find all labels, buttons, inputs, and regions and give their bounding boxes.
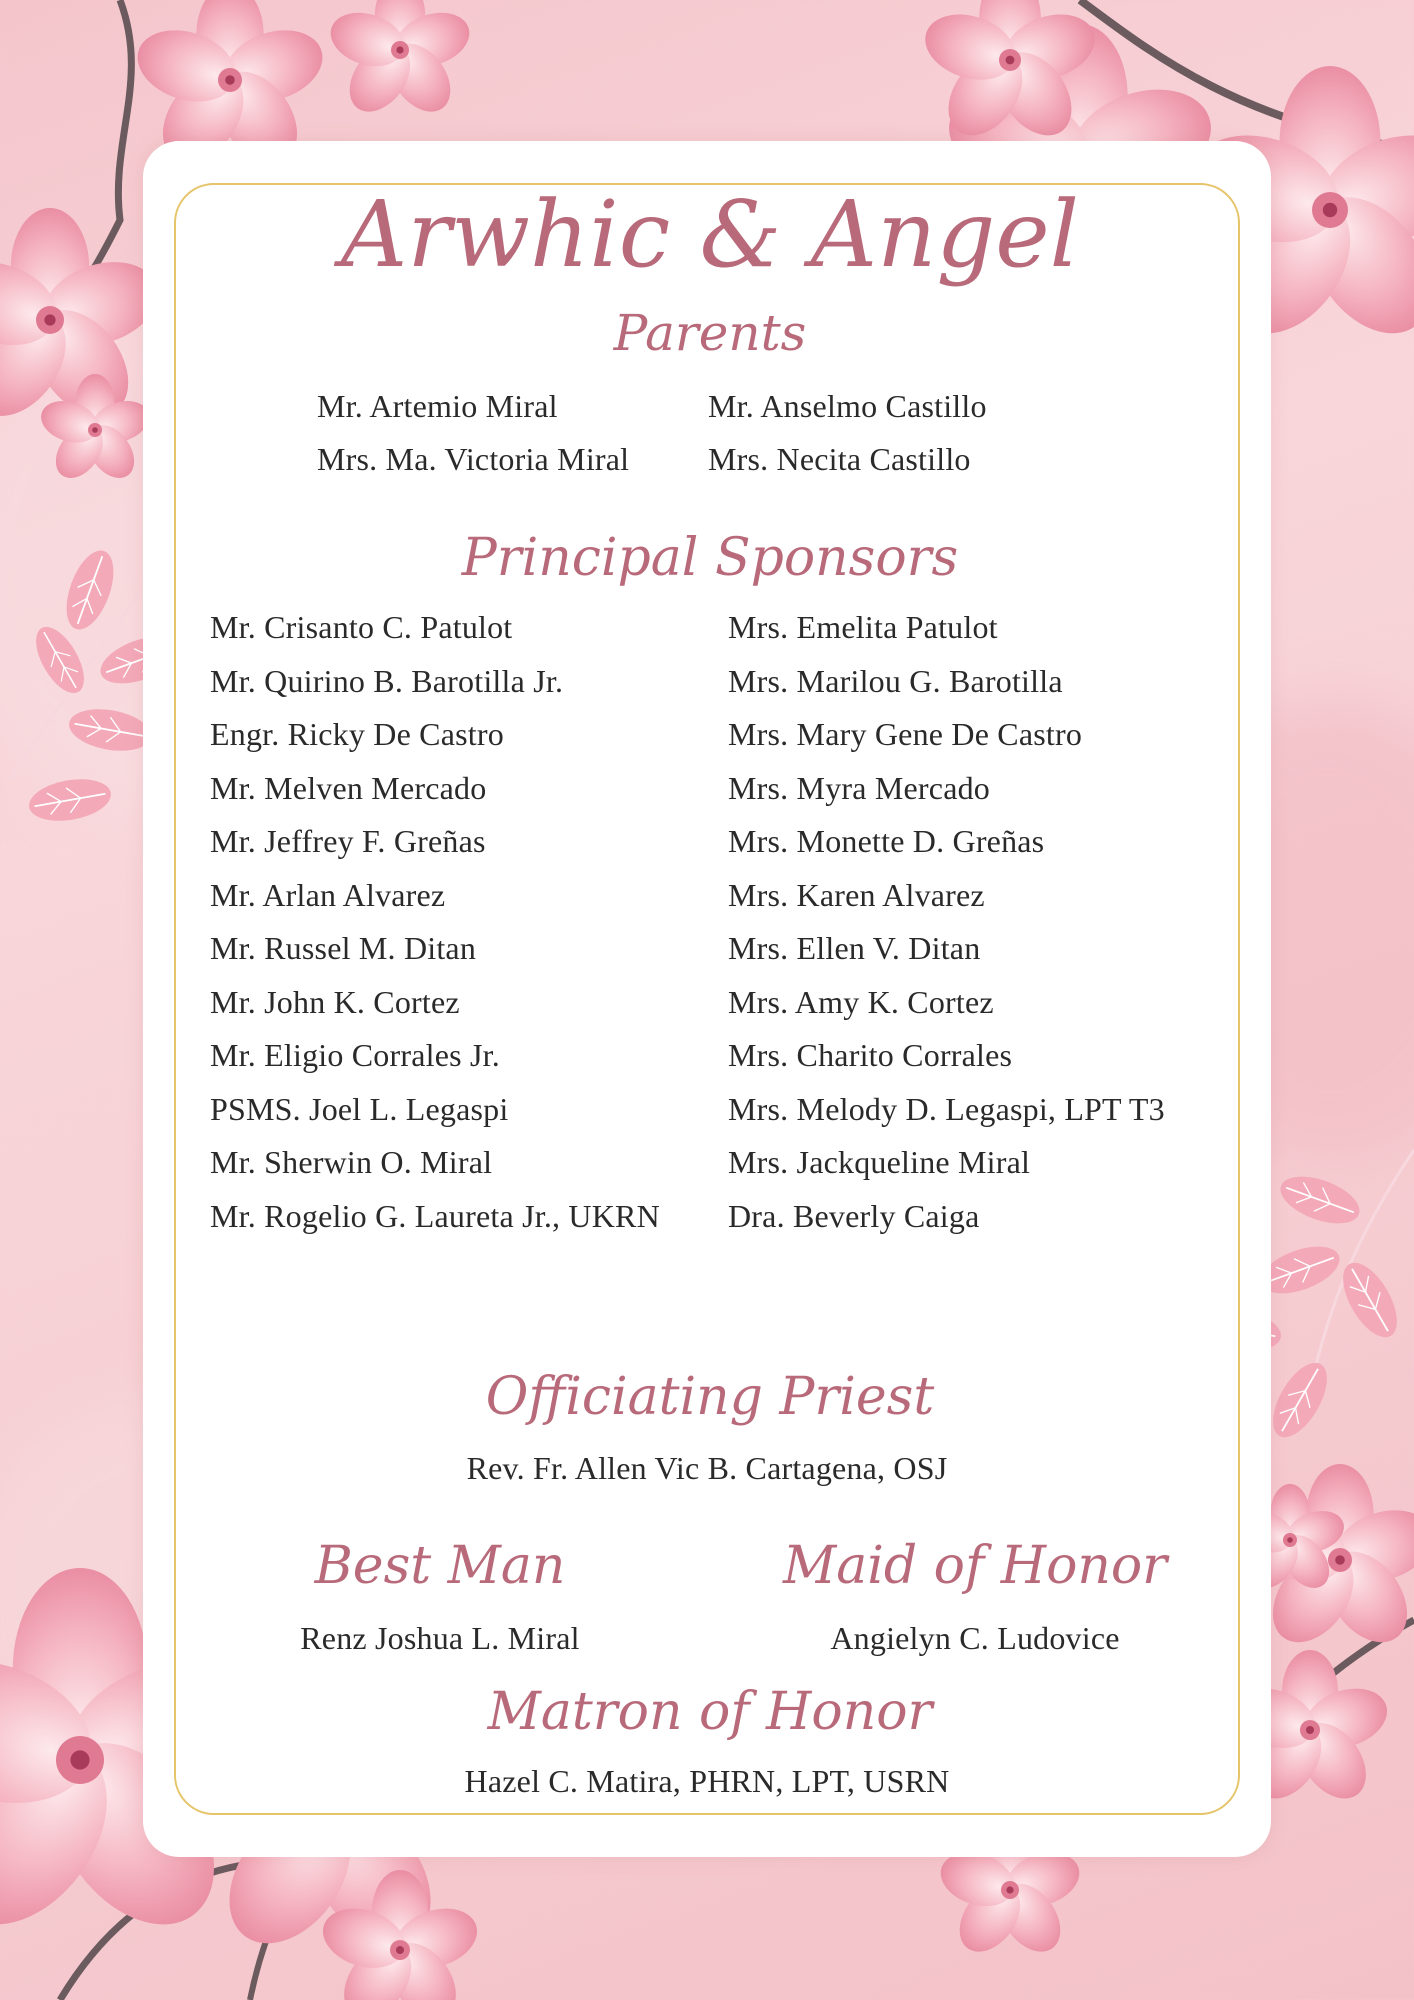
- sponsor-name: Mrs. Melody D. Legaspi, LPT T3: [728, 1091, 1165, 1127]
- sponsor-name: Mr. John K. Cortez: [210, 984, 460, 1020]
- sponsor-name: Mrs. Ellen V. Ditan: [728, 930, 981, 966]
- best-man-name: Renz Joshua L. Miral: [300, 1620, 580, 1656]
- section-heading-best-man: Best Man: [314, 1536, 566, 1596]
- sponsor-name: Mrs. Charito Corrales: [728, 1037, 1013, 1073]
- sponsor-name: Mr. Quirino B. Barotilla Jr.: [210, 663, 564, 699]
- sponsor-name: Mr. Russel M. Ditan: [210, 930, 477, 966]
- sponsor-name: Mr. Jeffrey F. Greñas: [210, 823, 486, 859]
- sponsor-name: Mr. Arlan Alvarez: [210, 877, 446, 913]
- section-heading-maid-of-honor: Maid of Honor: [782, 1536, 1168, 1596]
- sponsor-name: Mrs. Mary Gene De Castro: [728, 716, 1083, 752]
- section-heading-parents: Parents: [613, 304, 807, 362]
- parent-name: Mr. Artemio Miral: [317, 388, 558, 424]
- sponsor-name: Mrs. Myra Mercado: [728, 770, 990, 806]
- sponsor-name: Dra. Beverly Caiga: [728, 1198, 980, 1234]
- sponsor-name: Mr. Sherwin O. Miral: [210, 1144, 493, 1180]
- sponsor-name: Mr. Crisanto C. Patulot: [210, 609, 513, 645]
- parent-name: Mr. Anselmo Castillo: [708, 388, 987, 424]
- section-heading-officiating-priest: Officiating Priest: [485, 1367, 935, 1427]
- sponsor-name: Mr. Melven Mercado: [210, 770, 487, 806]
- sponsor-name: PSMS. Joel L. Legaspi: [210, 1091, 509, 1127]
- sponsor-name: Engr. Ricky De Castro: [210, 716, 504, 752]
- parent-name: Mrs. Necita Castillo: [708, 441, 971, 477]
- sponsor-name: Mrs. Monette D. Greñas: [728, 823, 1045, 859]
- sponsor-name: Mrs. Marilou G. Barotilla: [728, 663, 1063, 699]
- parent-name: Mrs. Ma. Victoria Miral: [317, 441, 630, 477]
- officiating-priest-name: Rev. Fr. Allen Vic B. Cartagena, OSJ: [466, 1450, 948, 1486]
- sponsor-name: Mr. Rogelio G. Laureta Jr., UKRN: [210, 1198, 660, 1234]
- matron-of-honor-name: Hazel C. Matira, PHRN, LPT, USRN: [464, 1763, 950, 1799]
- section-heading-principal-sponsors: Principal Sponsors: [461, 528, 959, 588]
- maid-of-honor-name: Angielyn C. Ludovice: [830, 1620, 1120, 1656]
- sponsor-name: Mrs. Emelita Patulot: [728, 609, 998, 645]
- sponsor-name: Mrs. Jackqueline Miral: [728, 1144, 1031, 1180]
- couple-title: Arwhic & Angel: [340, 181, 1080, 288]
- sponsor-name: Mrs. Karen Alvarez: [728, 877, 985, 913]
- sponsor-name: Mr. Eligio Corrales Jr.: [210, 1037, 500, 1073]
- section-heading-matron-of-honor: Matron of Honor: [487, 1682, 933, 1742]
- sponsor-name: Mrs. Amy K. Cortez: [728, 984, 994, 1020]
